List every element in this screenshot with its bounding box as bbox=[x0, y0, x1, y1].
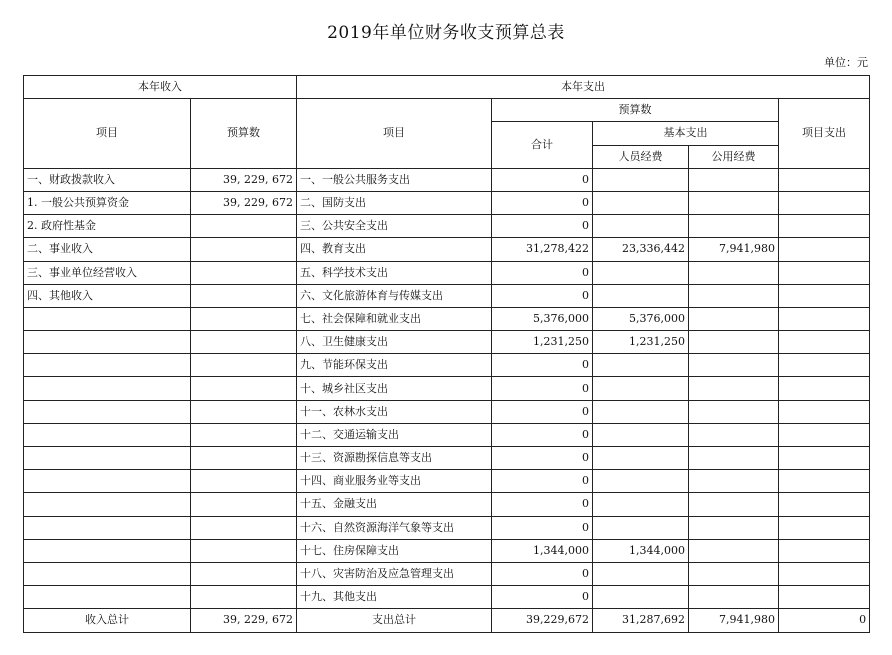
total-cell: 0 bbox=[492, 354, 593, 377]
budget-table bbox=[23, 75, 870, 633]
project-cell bbox=[779, 307, 870, 330]
public-cell bbox=[689, 423, 779, 446]
income-amount-cell bbox=[191, 261, 297, 284]
expense-item-cell: 十、城乡社区支出 bbox=[297, 377, 492, 400]
public-cell bbox=[689, 261, 779, 284]
total-cell: 0 bbox=[492, 423, 593, 446]
project-cell bbox=[779, 261, 870, 284]
income-amount-cell bbox=[191, 354, 297, 377]
income-item-cell: 四、其他收入 bbox=[24, 284, 191, 307]
public-cell bbox=[689, 516, 779, 539]
personnel-cell: 1,231,250 bbox=[593, 331, 689, 354]
income-item-cell: 2. 政府性基金 bbox=[24, 215, 191, 238]
expense-item-cell: 九、节能环保支出 bbox=[297, 354, 492, 377]
income-amount-cell bbox=[191, 238, 297, 261]
project-cell bbox=[779, 516, 870, 539]
public-cell bbox=[689, 307, 779, 330]
public-cell bbox=[689, 168, 779, 191]
expense-section-header: 本年支出 bbox=[297, 76, 870, 99]
table-row bbox=[24, 493, 870, 516]
income-amount-cell bbox=[191, 331, 297, 354]
total-cell: 0 bbox=[492, 284, 593, 307]
public-cell bbox=[689, 470, 779, 493]
table-row bbox=[24, 447, 870, 470]
income-item-cell bbox=[24, 493, 191, 516]
total-cell: 1,231,250 bbox=[492, 331, 593, 354]
project-cell bbox=[779, 493, 870, 516]
expense-item-cell: 八、卫生健康支出 bbox=[297, 331, 492, 354]
total-cell: 0 bbox=[492, 215, 593, 238]
project-cell bbox=[779, 377, 870, 400]
personnel-cell bbox=[593, 168, 689, 191]
personnel-cell bbox=[593, 400, 689, 423]
income-item-cell bbox=[24, 447, 191, 470]
table-row bbox=[24, 586, 870, 609]
income-amount-cell bbox=[191, 284, 297, 307]
table-row bbox=[24, 284, 870, 307]
table-row bbox=[24, 470, 870, 493]
public-cell bbox=[689, 284, 779, 307]
table-row bbox=[24, 331, 870, 354]
public-cell bbox=[689, 215, 779, 238]
income-amount-cell bbox=[191, 470, 297, 493]
budget-group-header: 预算数 bbox=[492, 99, 779, 122]
total-cell: 0 bbox=[492, 562, 593, 585]
income-amount-cell: 39, 229, 672 bbox=[191, 191, 297, 214]
expense-item-cell: 十六、自然资源海洋气象等支出 bbox=[297, 516, 492, 539]
public-cell: 7,941,980 bbox=[689, 238, 779, 261]
total-cell: 0 bbox=[492, 493, 593, 516]
total-cell: 0 bbox=[492, 168, 593, 191]
total-cell: 31,278,422 bbox=[492, 238, 593, 261]
income-item-cell bbox=[24, 331, 191, 354]
expense-item-cell: 一、一般公共服务支出 bbox=[297, 168, 492, 191]
personnel-cell: 5,376,000 bbox=[593, 307, 689, 330]
income-item-cell bbox=[24, 377, 191, 400]
public-cell bbox=[689, 562, 779, 585]
total-cell: 1,344,000 bbox=[492, 539, 593, 562]
project-cell bbox=[779, 354, 870, 377]
project-cell bbox=[779, 447, 870, 470]
personnel-cell bbox=[593, 215, 689, 238]
expense-item-cell: 七、社会保障和就业支出 bbox=[297, 307, 492, 330]
total-cell: 0 bbox=[492, 377, 593, 400]
total-cell: 0 bbox=[492, 586, 593, 609]
project-cell bbox=[779, 168, 870, 191]
project-cell bbox=[779, 470, 870, 493]
page-title: 2019年单位财务收支预算总表 bbox=[327, 23, 565, 43]
income-item-cell bbox=[24, 516, 191, 539]
project-expense-header: 项目支出 bbox=[779, 99, 870, 169]
total-cell: 0 bbox=[492, 447, 593, 470]
public-cell bbox=[689, 400, 779, 423]
public-cell bbox=[689, 586, 779, 609]
income-amount-cell: 39, 229, 672 bbox=[191, 168, 297, 191]
personnel-cell bbox=[593, 470, 689, 493]
total-header: 合计 bbox=[492, 122, 593, 168]
income-item-cell bbox=[24, 586, 191, 609]
table-row bbox=[24, 400, 870, 423]
income-section-header: 本年收入 bbox=[24, 76, 297, 99]
expense-item-cell: 三、公共安全支出 bbox=[297, 215, 492, 238]
table-row bbox=[24, 307, 870, 330]
personnel-cell: 1,344,000 bbox=[593, 539, 689, 562]
project-cell bbox=[779, 215, 870, 238]
table-row bbox=[24, 354, 870, 377]
expense-item-header: 项目 bbox=[297, 99, 492, 169]
public-cell bbox=[689, 191, 779, 214]
basic-expense-header: 基本支出 bbox=[593, 122, 779, 145]
income-amount-cell bbox=[191, 493, 297, 516]
income-amount-cell bbox=[191, 307, 297, 330]
income-amount-cell bbox=[191, 215, 297, 238]
total-cell: 0 bbox=[492, 191, 593, 214]
income-amount-cell bbox=[191, 562, 297, 585]
income-item-cell bbox=[24, 539, 191, 562]
table-row bbox=[24, 238, 870, 261]
public-cell bbox=[689, 493, 779, 516]
income-item-cell bbox=[24, 562, 191, 585]
project-cell bbox=[779, 191, 870, 214]
income-item-cell: 三、事业单位经营收入 bbox=[24, 261, 191, 284]
total-cell: 0 bbox=[492, 261, 593, 284]
income-item-cell bbox=[24, 423, 191, 446]
expense-item-cell: 十二、交通运输支出 bbox=[297, 423, 492, 446]
table-row bbox=[24, 423, 870, 446]
income-amount-cell bbox=[191, 377, 297, 400]
income-item-cell bbox=[24, 354, 191, 377]
income-amount-cell bbox=[191, 400, 297, 423]
income-amount-cell bbox=[191, 516, 297, 539]
expense-total-label: 支出总计 bbox=[297, 609, 492, 632]
grand-total-cell: 39,229,672 bbox=[492, 609, 593, 632]
income-amount-cell bbox=[191, 586, 297, 609]
personnel-cell bbox=[593, 493, 689, 516]
income-item-cell bbox=[24, 400, 191, 423]
expense-item-cell: 十七、住房保障支出 bbox=[297, 539, 492, 562]
expense-item-cell: 十四、商业服务业等支出 bbox=[297, 470, 492, 493]
expense-item-cell: 十五、金融支出 bbox=[297, 493, 492, 516]
personnel-cell bbox=[593, 586, 689, 609]
income-amount-cell bbox=[191, 447, 297, 470]
income-budget-header: 预算数 bbox=[191, 99, 297, 169]
expense-item-cell: 二、国防支出 bbox=[297, 191, 492, 214]
total-cell: 0 bbox=[492, 470, 593, 493]
table-row bbox=[24, 377, 870, 400]
table-row bbox=[24, 562, 870, 585]
income-total-amount: 39, 229, 672 bbox=[191, 609, 297, 632]
table-row bbox=[24, 215, 870, 238]
public-total-cell: 7,941,980 bbox=[689, 609, 779, 632]
expense-item-cell: 六、文化旅游体育与传媒支出 bbox=[297, 284, 492, 307]
project-cell bbox=[779, 539, 870, 562]
personnel-cell bbox=[593, 423, 689, 446]
personnel-cell bbox=[593, 447, 689, 470]
header-row-sections bbox=[24, 76, 870, 99]
personnel-cell: 23,336,442 bbox=[593, 238, 689, 261]
public-cell bbox=[689, 447, 779, 470]
personnel-cell bbox=[593, 516, 689, 539]
personnel-cell bbox=[593, 284, 689, 307]
personnel-cell bbox=[593, 354, 689, 377]
expense-item-cell: 十八、灾害防治及应急管理支出 bbox=[297, 562, 492, 585]
income-amount-cell bbox=[191, 539, 297, 562]
income-total-label: 收入总计 bbox=[24, 609, 191, 632]
income-item-header: 项目 bbox=[24, 99, 191, 169]
income-amount-cell bbox=[191, 423, 297, 446]
total-cell: 5,376,000 bbox=[492, 307, 593, 330]
income-item-cell bbox=[24, 470, 191, 493]
project-cell bbox=[779, 400, 870, 423]
header-row-1 bbox=[24, 99, 870, 122]
personnel-total-cell: 31,287,692 bbox=[593, 609, 689, 632]
expense-item-cell: 四、教育支出 bbox=[297, 238, 492, 261]
unit-label: 单位：元 bbox=[824, 56, 868, 69]
table-row bbox=[24, 168, 870, 191]
expense-item-cell: 十一、农林水支出 bbox=[297, 400, 492, 423]
project-cell bbox=[779, 238, 870, 261]
project-cell bbox=[779, 562, 870, 585]
expense-item-cell: 五、科学技术支出 bbox=[297, 261, 492, 284]
totals-row bbox=[24, 609, 870, 632]
table-row bbox=[24, 539, 870, 562]
public-cell bbox=[689, 377, 779, 400]
project-total-cell: 0 bbox=[779, 609, 870, 632]
project-cell bbox=[779, 423, 870, 446]
public-cell bbox=[689, 539, 779, 562]
public-header: 公用经费 bbox=[689, 145, 779, 168]
income-item-cell: 1. 一般公共预算资金 bbox=[24, 191, 191, 214]
table-row bbox=[24, 191, 870, 214]
personnel-cell bbox=[593, 261, 689, 284]
personnel-cell bbox=[593, 377, 689, 400]
public-cell bbox=[689, 331, 779, 354]
income-item-cell: 二、事业收入 bbox=[24, 238, 191, 261]
public-cell bbox=[689, 354, 779, 377]
income-item-cell: 一、财政拨款收入 bbox=[24, 168, 191, 191]
project-cell bbox=[779, 331, 870, 354]
table-row bbox=[24, 516, 870, 539]
personnel-cell bbox=[593, 562, 689, 585]
expense-item-cell: 十九、其他支出 bbox=[297, 586, 492, 609]
expense-item-cell: 十三、资源勘探信息等支出 bbox=[297, 447, 492, 470]
project-cell bbox=[779, 284, 870, 307]
personnel-header: 人员经费 bbox=[593, 145, 689, 168]
total-cell: 0 bbox=[492, 516, 593, 539]
income-item-cell bbox=[24, 307, 191, 330]
table-row bbox=[24, 261, 870, 284]
personnel-cell bbox=[593, 191, 689, 214]
project-cell bbox=[779, 586, 870, 609]
total-cell: 0 bbox=[492, 400, 593, 423]
